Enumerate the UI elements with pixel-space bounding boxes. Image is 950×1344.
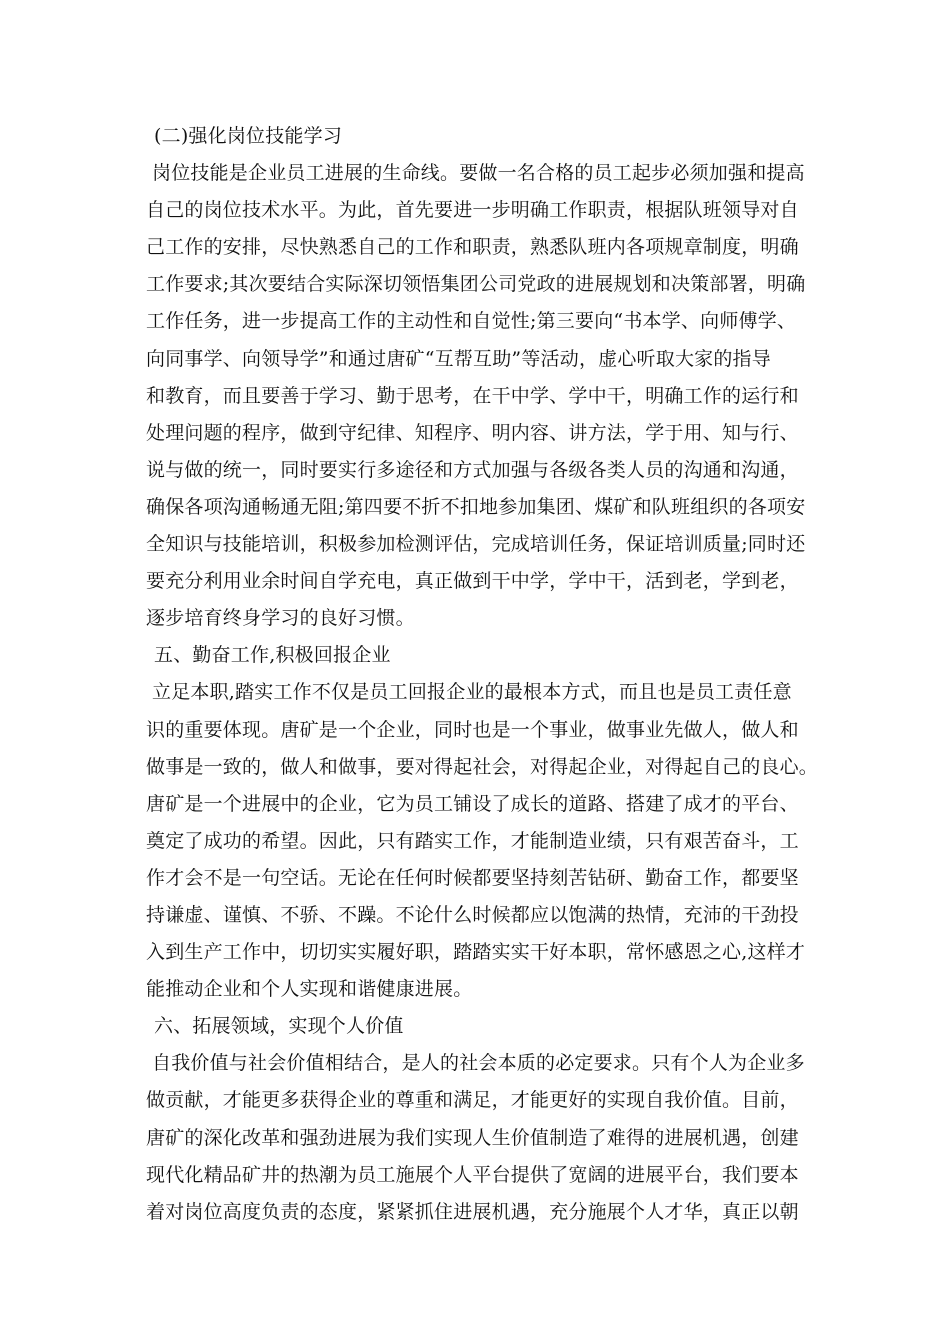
- text-line: 和教育，而且要善于学习、勤于思考，在干中学、学中干，明确工作的运行和: [146, 384, 799, 407]
- text-line: 做贡献，才能更多获得企业的尊重和满足，才能更好的实现自我价值。目前，: [146, 1089, 799, 1112]
- text-line: 持谦虚、谨慎、不骄、不躁。不论什么时候都应以饱满的热情，充沛的干劲投: [146, 903, 799, 926]
- text-line: 己工作的安排，尽快熟悉自己的工作和职责，熟悉队班内各项规章制度，明确: [146, 236, 799, 259]
- text-line: 立足本职,踏实工作不仅是员工回报企业的最根本方式，而且也是员工责任意: [152, 681, 792, 704]
- text-line: 全知识与技能培训，积极参加检测评估，完成培训任务，保证培训质量;同时还: [146, 533, 806, 556]
- text-line: 逐步培育终身学习的良好习惯。: [146, 607, 415, 630]
- text-line: 工作任务，进一步提高工作的主动性和自觉性;第三要向“书本学、向师傅学、: [146, 310, 797, 333]
- document-body: [146, 118, 819, 1231]
- text-line: 着对岗位高度负责的态度，紧紧抓住进展机遇，充分施展个人才华，真正以朝: [146, 1200, 799, 1223]
- text-line: 做事是一致的，做人和做事，要对得起社会，对得起企业，对得起自己的良心。: [146, 755, 819, 778]
- text-line: 现代化精品矿井的热潮为员工施展个人平台提供了宽阔的进展平台，我们要本: [146, 1163, 799, 1186]
- text-line: 唐矿的深化改革和强劲进展为我们实现人生价值制造了难得的进展机遇，创建: [146, 1126, 799, 1149]
- text-line: 唐矿是一个进展中的企业，它为员工铺设了成长的道路、搭建了成才的平台、: [146, 792, 799, 815]
- text-line: 自我价值与社会价值相结合，是人的社会本质的必定要求。只有个人为企业多: [152, 1052, 805, 1075]
- text-line: 工作要求;其次要结合实际深切领悟集团公司党政的进展规划和决策部署，明确: [146, 273, 806, 296]
- text-line: 自己的岗位技术水平。为此，首先要进一步明确工作职责，根据队班领导对自: [146, 199, 799, 222]
- text-line: 岗位技能是企业员工进展的生命线。要做一名合格的员工起步必须加强和提高: [152, 162, 805, 185]
- text-line: 作才会不是一句空话。无论在任何时候都要坚持刻苦钻研、勤奋工作，都要坚: [146, 866, 799, 889]
- text-line: 向同事学、向领导学”和通过唐矿“互帮互助”等活动，虚心听取大家的指导: [146, 347, 771, 370]
- text-line: 确保各项沟通畅通无阻;第四要不折不扣地参加集团、煤矿和队班组织的各项安: [146, 495, 806, 518]
- section-heading: (二)强化岗位技能学习: [154, 125, 343, 147]
- text-line: 入到生产工作中，切切实实履好职，踏踏实实干好本职，常怀感恩之心,这样才: [146, 941, 806, 964]
- text-line: 要充分利用业余时间自学充电，真正做到干中学，学中干，活到老，学到老，: [146, 570, 799, 593]
- text-line: 说与做的统一，同时要实行多途径和方式加强与各级各类人员的沟通和沟通，: [146, 458, 799, 481]
- section-heading: 六、拓展领域，实现个人价值: [154, 1015, 404, 1038]
- text-line: 奠定了成功的希望。因此，只有踏实工作，才能制造业绩，只有艰苦奋斗，工: [146, 829, 799, 852]
- text-line: 识的重要体现。唐矿是一个企业，同时也是一个事业，做事业先做人，做人和: [146, 718, 799, 741]
- section-heading: 五、勤奋工作,积极回报企业: [154, 644, 391, 667]
- text-line: 能推动企业和个人实现和谐健康进展。: [146, 978, 473, 1001]
- text-line: 处理问题的程序，做到守纪律、知程序、明内容、讲方法，学于用、知与行、: [146, 421, 799, 444]
